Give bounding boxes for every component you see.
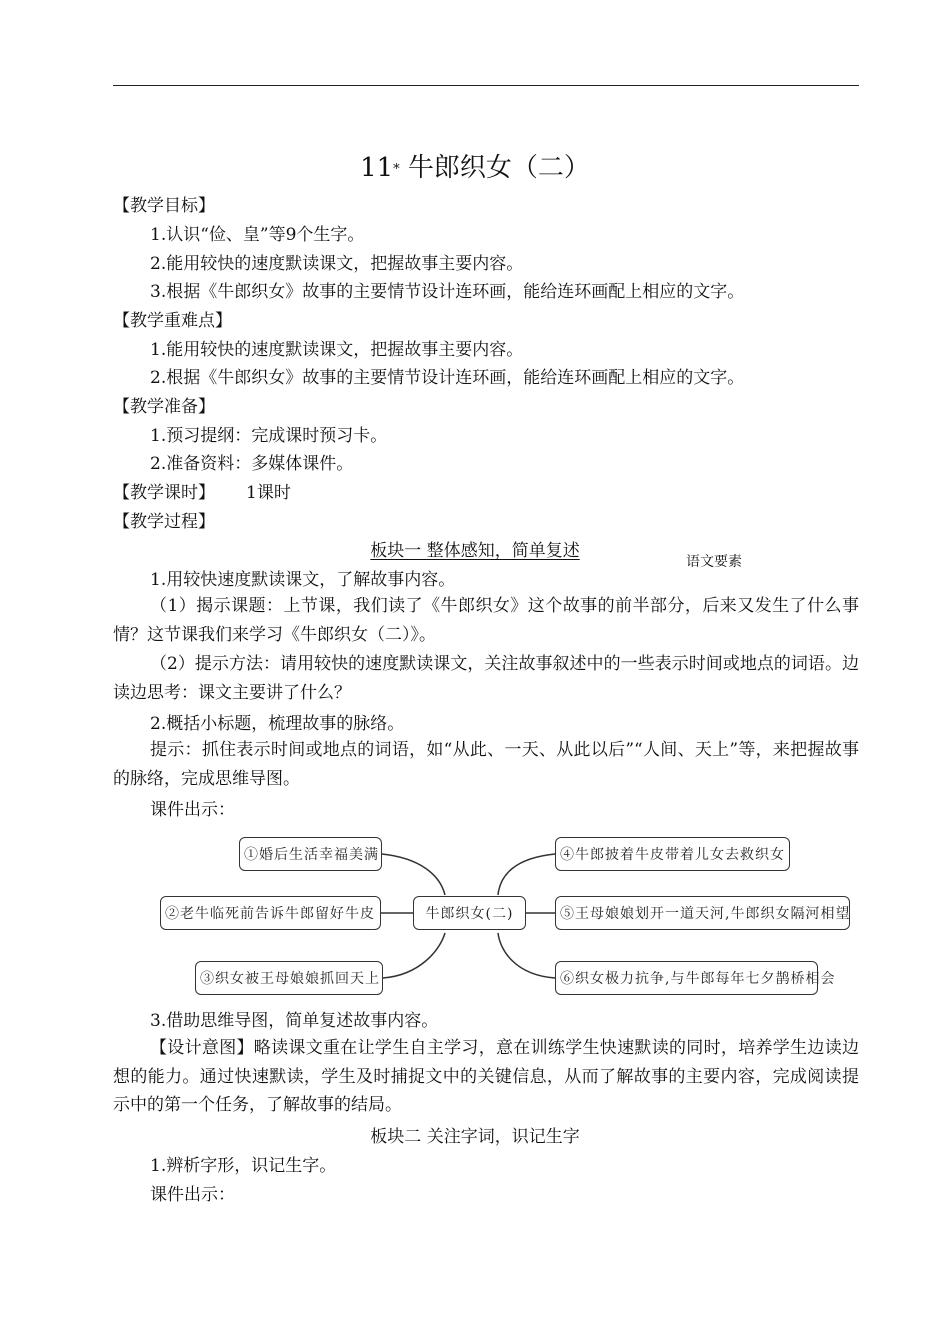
- hours-value: 1课时: [246, 483, 291, 503]
- keypoints-heading: 【教学重难点】: [113, 311, 232, 331]
- goals-heading: 【教学目标】: [113, 196, 215, 216]
- block1-heading: 板块一 整体感知，简单复述: [370, 541, 580, 561]
- page-title: 11* 牛郎织女（二）: [360, 153, 590, 183]
- step1a: （1）揭示课题：上节课，我们读了《牛郎织女》这个故事的前半部分，后来又发生了什么事情？这节课我们来学习《牛郎织女（二）》。: [113, 596, 859, 645]
- keypoint-item: 2.根据《牛郎织女》故事的主要情节设计连环画，能给连环画配上相应的文字。: [150, 368, 745, 388]
- hint-text: 提示：抓住表示时间或地点的词语，如“从此、一天、从此以后”“人间、天上”等，来把握故事的脉络，完成思维导图。: [113, 740, 859, 789]
- mindmap-node-6: ⑥织女极力抗争,与牛郎每年七夕鹊桥相会: [555, 961, 818, 995]
- prep-item: 2.准备资料：多媒体课件。: [150, 454, 354, 474]
- design-intent: 【设计意图】略读课文重在让学生自主学习，意在训练学生快速默读的同时，培养学生边读边想的能力。通过快速默读，学生及时捕捉文中的关键信息，从而了解故事的主要内容，完成阅读提示中的第一个任务，了解故事的结局。: [113, 1038, 859, 1115]
- mindmap-node-5: ⑤王母娘娘划开一道天河,牛郎织女隔河相望: [555, 896, 850, 930]
- prep-item: 1.预习提纲：完成课时预习卡。: [150, 426, 388, 446]
- mindmap-node-1: ①婚后生活幸福美满: [239, 837, 382, 871]
- block2-step1: 1.辨析字形，识记生字。: [150, 1156, 337, 1176]
- block2-heading: 板块二 关注字词，识记生字: [370, 1127, 580, 1147]
- step1b: （2）提示方法：请用较快的速度默读课文，关注故事叙述中的一些表示时间或地点的词语。边读边思考：课文主要讲了什么？: [113, 654, 859, 703]
- courseware-label: 课件出示：: [150, 800, 235, 820]
- goal-item: 1.认识“俭、皇”等9个生字。: [150, 225, 365, 245]
- process-heading: 【教学过程】: [113, 512, 215, 532]
- courseware-label-2: 课件出示：: [150, 1185, 235, 1205]
- mindmap-node-2: ②老牛临死前告诉牛郎留好牛皮: [160, 896, 381, 930]
- mindmap-node-3: ③织女被王母娘娘抓回天上: [195, 961, 383, 995]
- goal-item: 2.能用较快的速度默读课文，把握故事主要内容。: [150, 254, 524, 274]
- step2: 2.概括小标题，梳理故事的脉络。: [150, 714, 405, 734]
- hours-heading: 【教学课时】: [113, 483, 215, 503]
- step3: 3.借助思维导图，简单复述故事内容。: [150, 1011, 439, 1031]
- step1: 1.用较快速度默读课文，了解故事内容。: [150, 570, 456, 590]
- element-note: 语文要素: [686, 554, 742, 570]
- prep-heading: 【教学准备】: [113, 397, 215, 417]
- mindmap-center-node: 牛郎织女(二): [413, 896, 526, 930]
- mindmap-node-4: ④牛郎披着牛皮带着儿女去救织女: [555, 837, 790, 871]
- goal-item: 3.根据《牛郎织女》故事的主要情节设计连环画，能给连环画配上相应的文字。: [150, 282, 745, 302]
- keypoint-item: 1.能用较快的速度默读课文，把握故事主要内容。: [150, 340, 524, 360]
